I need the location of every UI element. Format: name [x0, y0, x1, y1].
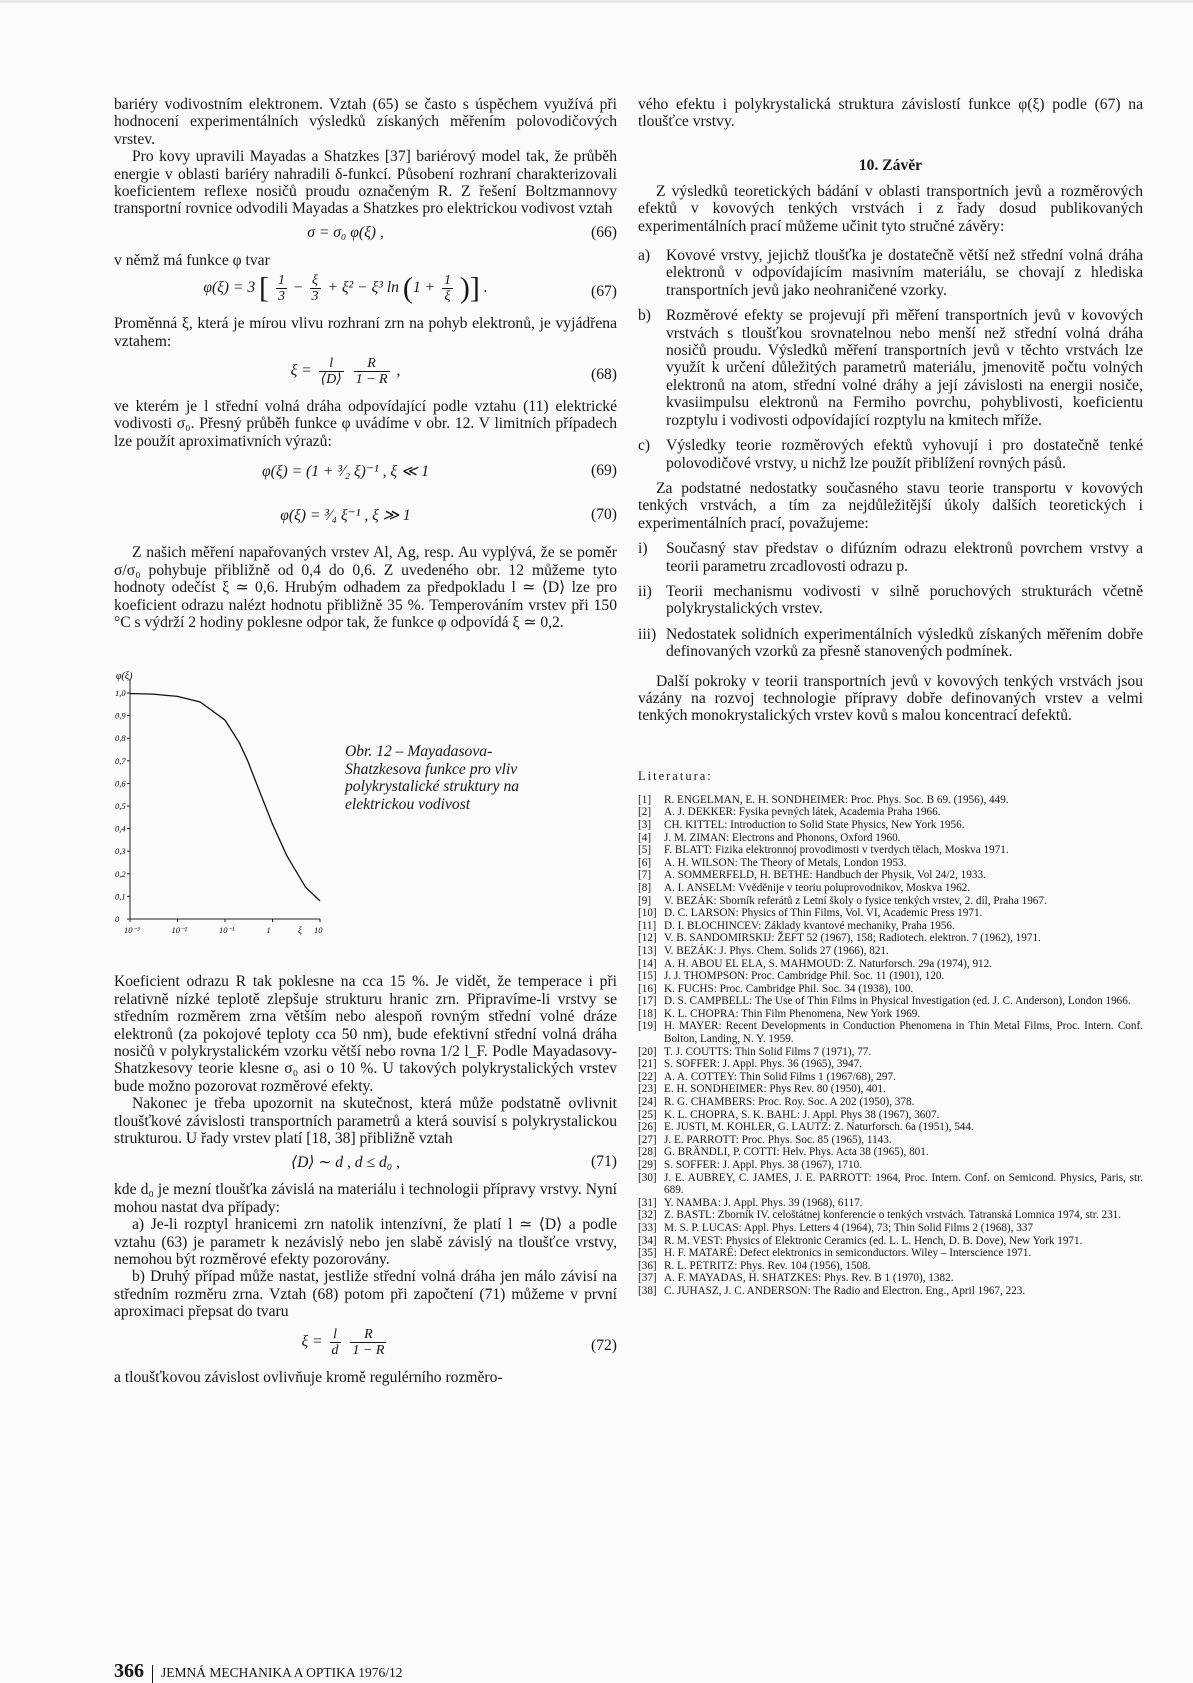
paragraph: vého efektu i polykrystalická struktura závislostí funkce φ(ξ) podle (67) na tloušťce vrstvy. [638, 96, 1143, 131]
reference-number: [18] [638, 1007, 657, 1020]
reference-item [638, 895, 1143, 908]
mayadas-shatzkes-chart [114, 667, 344, 967]
reference-item [638, 1172, 1143, 1197]
reference-text: R. G. CHAMBERS: Proc. Roy. Soc. A 202 (1950), 378. [664, 1096, 915, 1109]
reference-item [638, 907, 1143, 920]
reference-item [638, 869, 1143, 882]
list-item-label: b) [638, 307, 651, 325]
reference-item [638, 1260, 1143, 1273]
figure-caption: Obr. 12 – Mayadasova-Shatzkesova funkce pro vliv polykrystalické struktury na elektrickou vodivost [345, 743, 520, 813]
reference-item [638, 1109, 1143, 1122]
reference-text: F. BLATT: Fizika elektronnoj provodimosti v tverdych tělach, Moskva 1971. [664, 844, 1009, 857]
reference-number: [20] [638, 1045, 657, 1058]
reference-item [638, 844, 1143, 857]
equation-middle: + ξ² − ξ³ ln [327, 279, 399, 297]
x-tick-label: 1 [266, 925, 271, 936]
denominator: 3 [311, 289, 319, 305]
x-axis-label: ξ [298, 925, 302, 936]
y-tick-label: 0 [115, 914, 120, 925]
x-tick-label: 10⁻¹ [219, 925, 235, 936]
list-item-label: i) [638, 540, 648, 558]
fraction [319, 356, 344, 387]
list-item [638, 247, 1143, 299]
list-item-label: a) [638, 247, 651, 265]
reference-number: [22] [638, 1070, 657, 1083]
reference-item [638, 819, 1143, 832]
reference-text: D. S. CAMPBELL: The Use of Thin Films in Physical Investigation (ed. J. C. Anderson), London 1966. [664, 995, 1131, 1008]
reference-item [638, 1083, 1143, 1096]
reference-item [638, 1121, 1143, 1134]
equation-69 [114, 450, 617, 494]
reference-number: [38] [638, 1284, 657, 1297]
numerator: R [350, 1327, 386, 1343]
list-item-text: Nedostatek solidních experimentálních výsledků získaných měřením dobře definovaných vzorků za přesně stanovených podmínek. [666, 625, 1143, 661]
denominator: d [331, 1342, 339, 1358]
reference-text: J. E. PARROTT: Proc. Phys. Soc. 85 (1965), 1143. [664, 1133, 892, 1146]
equation-70 [114, 494, 617, 538]
equation-66 [114, 218, 617, 252]
y-tick-label: 0,4 [115, 823, 126, 834]
page-number: 366 [114, 1660, 144, 1682]
equation-lhs: ξ = [301, 1332, 323, 1350]
reference-number: [26] [638, 1121, 657, 1134]
reference-text: T. J. COUTTS: Thin Solid Films 7 (1971), 77. [664, 1045, 872, 1058]
reference-number: [35] [638, 1247, 657, 1260]
reference-number: [21] [638, 1058, 657, 1071]
reference-text: A. H. ABOU EL ELA, S. MAHMOUD: Z. Naturforsch. 29a (1974), 912. [664, 957, 993, 970]
reference-number: [16] [638, 982, 657, 995]
reference-number: [2] [638, 806, 652, 819]
reference-number: [6] [638, 856, 652, 869]
reference-item [638, 1096, 1143, 1109]
reference-text: H. F. MATARÉ: Defect elektronics in semiconductors. Wiley – Interscience 1971. [664, 1247, 1032, 1260]
reference-text: G. BRÄNDLI, P. COTTI: Helv. Phys. Acta 38 (1965), 801. [664, 1146, 929, 1159]
denominator: 1 − R [355, 372, 388, 388]
reference-number: [33] [638, 1221, 657, 1234]
list-item-text: Rozměrové efekty se projevují při měření transportních jevů v kovových vrstvách s tloušťkou srovnatelnou nebo menší než střední volná dráha nosičů proudu. Výsledků měření transportních jevů v těchto vrstvách lze využít k určení důležitých parametrů materiálu, jmenovitě počtu volných elektronů na atom, střední volné dráhy a její závislosti na energii nosiče, kvasiimpulsu elektronů na Fermiho povrchu, pohyblivosti, koeficientu rozptylu i vodivosti odpovídající rozptylu na kmitech mříže. [666, 307, 1143, 429]
denominator: ⟨D⟩ [320, 372, 342, 388]
numerator: 1 [277, 273, 285, 289]
reference-number: [23] [638, 1083, 657, 1096]
reference-text: E. H. SONDHEIMER: Phys Rev. 80 (1950), 401. [664, 1083, 886, 1096]
reference-text: K. FUCHS: Proc. Cambridge Phil. Soc. 34 (1938), 100. [664, 982, 914, 995]
reference-number: [3] [638, 818, 652, 831]
reference-number: [34] [638, 1234, 657, 1247]
reference-number: [31] [638, 1196, 657, 1209]
y-tick-label: 0,1 [115, 891, 126, 902]
references-list [638, 794, 1143, 1298]
reference-number: [15] [638, 970, 657, 983]
reference-text: V. BEZÁK: J. Phys. Chem. Solids 27 (1966), 821. [664, 944, 889, 957]
paragraph: Nakonec je třeba upozornit na skutečnost, která může podstatně ovlivnit tloušťkové závislosti transportních parametrů a která souvisí s polykrystalickou strukturou. U řady vrstev platí [18, 38] přibližně vztah [114, 1095, 617, 1147]
numerator: R [354, 356, 390, 372]
reference-number: [17] [638, 995, 657, 1008]
y-tick-label: 0,3 [115, 846, 126, 857]
paragraph: Z výsledků teoretických bádání v oblasti transportních jevů a rozměrových efektů v kovových tenkých vrstvách i z řady dosud publikovaných experimentálních prací můžeme učinit tyto stručné závěry: [638, 182, 1143, 235]
list-item [638, 626, 1143, 661]
equation-number: (69) [591, 462, 617, 480]
reference-text: R. M. VEST: Physics of Elektronic Ceramics (ed. L. L. Hench, D. B. Dove), New York 1971. [664, 1234, 1083, 1247]
reference-item [638, 1285, 1143, 1298]
equation-number: (67) [591, 283, 617, 301]
reference-item [638, 1197, 1143, 1210]
reference-text: V. B. SANDOMIRSKIJ: ŽEFT 52 (1967), 158; Radiotech. elektron. 7 (1962), 1971. [664, 932, 1041, 945]
references-heading: Literatura: [638, 768, 713, 783]
equation-number: (70) [591, 506, 617, 524]
paragraph: b) Druhý případ může nastat, jestliže střední volná dráha jen málo závisí na středním rozměru zrna. Vztah (68) potom při započtení (71) můžeme v první aproximaci přepsat do tvaru [114, 1268, 617, 1321]
y-tick-label: 0,9 [115, 710, 126, 721]
right-column [638, 96, 1143, 1298]
equation-body: ξ = $\frac{l}{⟨D⟩}$ $\frac{R}{1 - R}$ , [290, 356, 401, 388]
y-tick-label: 0,7 [115, 756, 126, 767]
y-tick-label: 0,6 [115, 778, 126, 789]
reference-item [638, 1046, 1143, 1059]
y-tick-label: 0,5 [115, 801, 126, 812]
paren-open: ( [402, 271, 413, 305]
y-tick-label: 0,8 [115, 733, 126, 744]
reference-item [638, 1272, 1143, 1285]
paragraph: Pro kovy upravili Mayadas a Shatzkes [37] bariérový model tak, že průběh energie v oblasti bariéry nahradili δ-funkcí. Působení rozhraní charakterizovali koeficientem reflexe nosičů proudu označeným R. Z řešení Boltzmannovy transportní rovnice odvodili Mayadas a Shatzkes pro elektrickou vodivost vztah [114, 148, 617, 218]
paragraph: Proměnná ξ, která je mírou vlivu rozhraní zrn na pohyb elektronů, je vyjádřena vztahem: [114, 315, 617, 350]
paren-close: ) [459, 271, 470, 305]
reference-number: [1] [638, 793, 652, 806]
equation-number: (71) [591, 1153, 617, 1171]
paragraph: ve kterém je l střední volná dráha odpovídající podle vztahu (11) elektrické vodivosti σ₀. Přesný průběh funkce φ uvádíme v obr. 12. V limitních případech lze použít aproximativních výrazů: [114, 398, 617, 450]
reference-item [638, 794, 1143, 807]
reference-text: Z. BASTL: Zborník IV. celoštátnej konferencie o tenkých vrstvách. Tatranská Lomnica 1974, str. 231. [664, 1209, 1122, 1222]
reference-number: [11] [638, 919, 657, 932]
y-tick-label: 0,2 [115, 869, 126, 880]
x-tick-label: 10⁻² [171, 925, 188, 936]
reference-number: [9] [638, 894, 652, 907]
reference-text: R. ENGELMAN, E. H. SONDHEIMER: Proc. Phys. Soc. B 69. (1956), 449. [664, 793, 1009, 806]
reference-item [638, 1134, 1143, 1147]
fraction [330, 1327, 341, 1358]
reference-item [638, 1146, 1143, 1159]
reference-text: A. SOMMERFELD, H. BETHE: Handbuch der Physik, Vol 24/2, 1933. [664, 869, 986, 882]
figure-12 [114, 667, 617, 967]
list-item-text: Teorii mechanismu vodivosti v silně poruchových strukturách včetně polykrystalických vrstev. [666, 582, 1143, 618]
reference-number: [29] [638, 1159, 657, 1171]
reference-text: A. A. COTTEY: Thin Solid Films 1 (1967/68), 297. [664, 1070, 896, 1083]
shortcomings-list [638, 540, 1143, 660]
reference-text: V. BEZÁK: Sborník referátů z Letní školy o fysice tenkých vrstev, 2. díl, Praha 1967. [664, 894, 1047, 907]
list-item-text: Současný stav představ o difúzním odrazu elektronů povrchem vrstvy a teorii parametru zrcadlovosti odrazu p. [666, 540, 1143, 575]
reference-text: CH. KITTEL: Introduction to Solid State Physics, New York 1956. [664, 818, 965, 831]
reference-number: [8] [638, 881, 652, 894]
x-tick-label: 10 [314, 925, 323, 936]
reference-number: [10] [638, 907, 657, 920]
series-line [130, 694, 320, 901]
y-tick-label: 1,0 [115, 688, 126, 699]
journal-name: JEMNÁ MECHANIKA A OPTIKA 1976/12 [161, 1665, 403, 1680]
reference-text: S. SOFFER: J. Appl. Phys. 36 (1965), 3947. [664, 1058, 862, 1071]
y-axis-label: φ(ξ) [116, 671, 133, 683]
reference-text: H. MAYER: Recent Developments in Conduction Phenomena in Thin Metal Films, Proc. Intern. Conf. Bolton, Landing, N. Y. 1959. [664, 1020, 1143, 1046]
reference-text: D. C. LARSON: Physics of Thin Films, Vol. VI, Academic Press 1971. [664, 907, 983, 920]
reference-item [638, 995, 1143, 1008]
top-rule [0, 0, 1193, 3]
list-item-label: c) [638, 437, 651, 455]
reference-item [638, 1058, 1143, 1071]
paragraph: Z našich měření napařovaných vrstev Al, Ag, resp. Au vyplývá, že se poměr σ/σ₀ pohybuje přibližně od 0,4 do 0,6. Z uvedeného obr. 12 můžeme tyto hodnoty odečíst ξ ≃ 0,6. Hrubým odhadem za předpokladu l ≃ ⟨D⟩ lze pro koeficient odrazu nalézt hodnotu přibližně 35 %. Temperováním vrstev při 150 °C s výdrží 2 hodiny poklesne odpor tak, že funkce φ odpovídá ξ ≃ 0,2. [114, 544, 617, 631]
reference-item [638, 920, 1143, 933]
list-item-text: Výsledky teorie rozměrových efektů vyhovují i pro dostatečně tenké polovodičové vrstvy, u nichž lze použít přiblížení rovných pásů. [666, 437, 1143, 472]
reference-text: D. I. BLOCHINCEV: Základy kvantové mechaniky, Praha 1956. [664, 919, 955, 932]
reference-item [638, 970, 1143, 983]
list-item-text: Kovové vrstvy, jejichž tloušťka je dostatečně větší než střední volná dráha elektronů v odpovídajícím masivním materiálu, se chovají z hlediska transportních jevů jako neohraničené vzorky. [666, 247, 1143, 299]
reference-text: A. F. MAYADAS, H. SHATZKES: Phys. Rev. B 1 (1970), 1382. [664, 1272, 954, 1285]
reference-item [638, 1235, 1143, 1248]
left-column [114, 96, 617, 1386]
reference-number: [28] [638, 1146, 657, 1159]
reference-item [638, 1008, 1143, 1021]
reference-number: [27] [638, 1133, 657, 1146]
reference-text: A. J. DEKKER: Fysika pevných látek, Academia Praha 1966. [664, 806, 941, 819]
reference-number: [37] [638, 1272, 657, 1285]
reference-text: S. SOFFER: J. Appl. Phys. 38 (1967), 1710. [664, 1159, 862, 1171]
reference-text: M. S. P. LUCAS: Appl. Phys. Letters 4 (1964), 73; Thin Solid Films 2 (1968), 337 [664, 1221, 1034, 1234]
reference-number: [36] [638, 1259, 657, 1272]
fraction [276, 273, 287, 304]
reference-item [638, 832, 1143, 845]
reference-item [638, 857, 1143, 870]
reference-item [638, 1222, 1143, 1235]
fraction [442, 273, 453, 304]
equation-body: σ = σ₀ φ(ξ) , [307, 223, 384, 241]
reference-text: A. H. WILSON: The Theory of Metals, London 1953. [664, 856, 907, 869]
equation-body: ⟨D⟩ ∼ d , d ≤ d₀ , [291, 1154, 400, 1172]
reference-item [638, 958, 1143, 971]
x-tick-label: 10⁻³ [124, 925, 140, 936]
reference-text: A. I. ANSELM: Vvěděnije v teoriu poluprovodnikov, Moskva 1962. [664, 881, 971, 894]
reference-item [638, 1247, 1143, 1260]
reference-item [638, 1209, 1143, 1222]
reference-text: J. M. ZIMAN: Electrons and Phonons, Oxford 1960. [664, 831, 901, 844]
numerator: l [330, 1327, 341, 1343]
page-footer [114, 1660, 403, 1683]
equation-lhs: φ(ξ) = 3 [203, 279, 256, 297]
reference-text: J. J. THOMPSON: Proc. Cambridge Phil. Soc. 11 (1901), 120. [664, 970, 945, 983]
section-heading: 10. Závěr [858, 156, 923, 174]
equation-72 [114, 1321, 617, 1369]
numerator: l [319, 356, 344, 372]
reference-number: [32] [638, 1209, 657, 1222]
reference-number: [5] [638, 844, 652, 857]
list-item [638, 540, 1143, 575]
paragraph: Za podstatné nedostatky současného stavu teorie transportu v kovových tenkých vrstvách, a tím za nejdůležitější úkoly dalších teoretických i experimentálních prací, považujeme: [638, 479, 1143, 532]
reference-item [638, 806, 1143, 819]
equation-68 [114, 350, 617, 398]
reference-text: C. JUHASZ, J. C. ANDERSON: The Radio and Electron. Eng., April 1967, 223. [664, 1284, 1026, 1297]
reference-number: [14] [638, 957, 657, 970]
paragraph: Koeficient odrazu R tak poklesne na cca 15 %. Je vidět, že temperace i při relativně nízké teplotě zlepšuje strukturu hranic zrn. Připravíme-li vrstvy se středním rozměrem zrna větším nebo alespoň rovným střední volné dráze elektronů (za pokojové teploty cca 50 nm), bude efektivní střední volná dráha nosičů v polykrystalickém vzorku větší nebo rovna 1/2 l_F. Podle Mayadasovy-Shatzkesovy teorie klesne σ₀ asi o 10 %. U takových polykrystalických vrstev bude možno pozorovat rozměrové efekty. [114, 973, 617, 1095]
reference-item [638, 983, 1143, 996]
reference-text: E. JUSTI, M. KOHLER, G. LAUTZ: Z. Naturforsch. 6a (1951), 544. [664, 1121, 974, 1134]
equation-body: φ(ξ) = ³⁄₄ ξ⁻¹ , ξ ≫ 1 [280, 507, 411, 525]
numerator: ξ [310, 273, 321, 289]
operator-minus: − [293, 279, 303, 297]
reference-number: [7] [638, 869, 652, 882]
bracket-open: [ [259, 271, 270, 305]
paragraph: a) Je-li rozptyl hranicemi zrn natolik intenzívní, že platí l ≃ ⟨D⟩ a podle vztahu (63) je parametr k nezávislý nebo jen slabě závislý na tloušťce vrstvy, nemohou být rozměrové efekty pozorovány. [114, 1216, 617, 1268]
list-item [638, 583, 1143, 618]
equation-body [114, 1327, 577, 1358]
reference-item [638, 882, 1143, 895]
reference-text: R. L. PETRITZ: Phys. Rev. 104 (1956), 1508. [664, 1259, 871, 1272]
reference-item [638, 932, 1143, 945]
reference-number: [25] [638, 1108, 657, 1121]
denominator: 3 [277, 289, 285, 305]
equation-body: φ(ξ) = 3 [ $\frac{1}{3}$ − $\frac{\xi}{3}$ + ξ² − ξ³ ln (1 + $\frac{1}{\xi}$ )] . [203, 271, 488, 305]
equation-number: (72) [591, 1336, 617, 1354]
reference-number: [24] [638, 1096, 657, 1109]
fraction [354, 356, 390, 387]
reference-item [638, 945, 1143, 958]
equation-67 [114, 269, 617, 315]
numerator: 1 [443, 273, 451, 289]
equation-number: (68) [591, 366, 617, 384]
reference-item [638, 1159, 1143, 1172]
footer-divider [152, 1665, 153, 1683]
equation-body: φ(ξ) = (1 + ³⁄₂ ξ)⁻¹ , ξ ≪ 1 [262, 463, 429, 481]
paragraph: bariéry vodivostním elektronem. Vztah (65) se často s úspěchem využívá při hodnocení experimentálních výsledků získaných měřením polovodičových vrstev. [114, 96, 617, 148]
list-item [638, 307, 1143, 429]
equation-71 [114, 1147, 617, 1181]
reference-number: [30] [638, 1171, 657, 1184]
paragraph: v němž má funkce φ tvar [114, 251, 270, 269]
reference-number: [12] [638, 932, 657, 945]
reference-text: K. L. CHOPRA: Thin Film Phenomena, New York 1969. [664, 1007, 921, 1020]
reference-text: J. E. AUBREY, C. JAMES, J. E. PARROTT: 1964, Proc. Intern. Conf. on Semicond. Physics, Paris, str. 689. [664, 1171, 1143, 1197]
reference-item [638, 1071, 1143, 1084]
reference-number: [4] [638, 831, 652, 844]
conclusions-list [638, 247, 1143, 472]
equation-lhs: ξ = [290, 362, 312, 380]
paragraph: kde d₀ je mezní tloušťka závislá na materiálu i technologii přípravy vrstvy. Nyní mohou nastat dva případy: [114, 1181, 617, 1216]
denominator: 1 − R [352, 1342, 385, 1358]
reference-text: K. L. CHOPRA, S. K. BAHL: J. Appl. Phys 38 (1967), 3607. [664, 1108, 940, 1121]
list-item-label: ii) [638, 582, 652, 600]
reference-item [638, 1020, 1143, 1045]
fraction [310, 273, 321, 304]
paragraph: Další pokroky v teorii transportních jevů v kovových tenkých vrstvách jsou vázány na rozvoj technologie přípravy dobře definovaných vrstev a velmi tenkých monokrystalických vrstev kovů s malou koncentrací defektů. [638, 672, 1143, 725]
bracket-close: ] [469, 271, 480, 305]
fraction [350, 1327, 386, 1358]
list-item [638, 437, 1143, 472]
denominator: ξ [444, 289, 451, 305]
reference-text: Y. NAMBA: J. Appl. Phys. 39 (1968), 6117. [664, 1196, 863, 1209]
reference-number: [13] [638, 944, 657, 957]
list-item-label: iii) [638, 625, 657, 643]
reference-number: [19] [638, 1020, 657, 1033]
equation-number: (66) [591, 223, 617, 241]
paragraph: a tloušťkovou závislost ovlivňuje kromě regulérního rozměro- [114, 1368, 503, 1386]
